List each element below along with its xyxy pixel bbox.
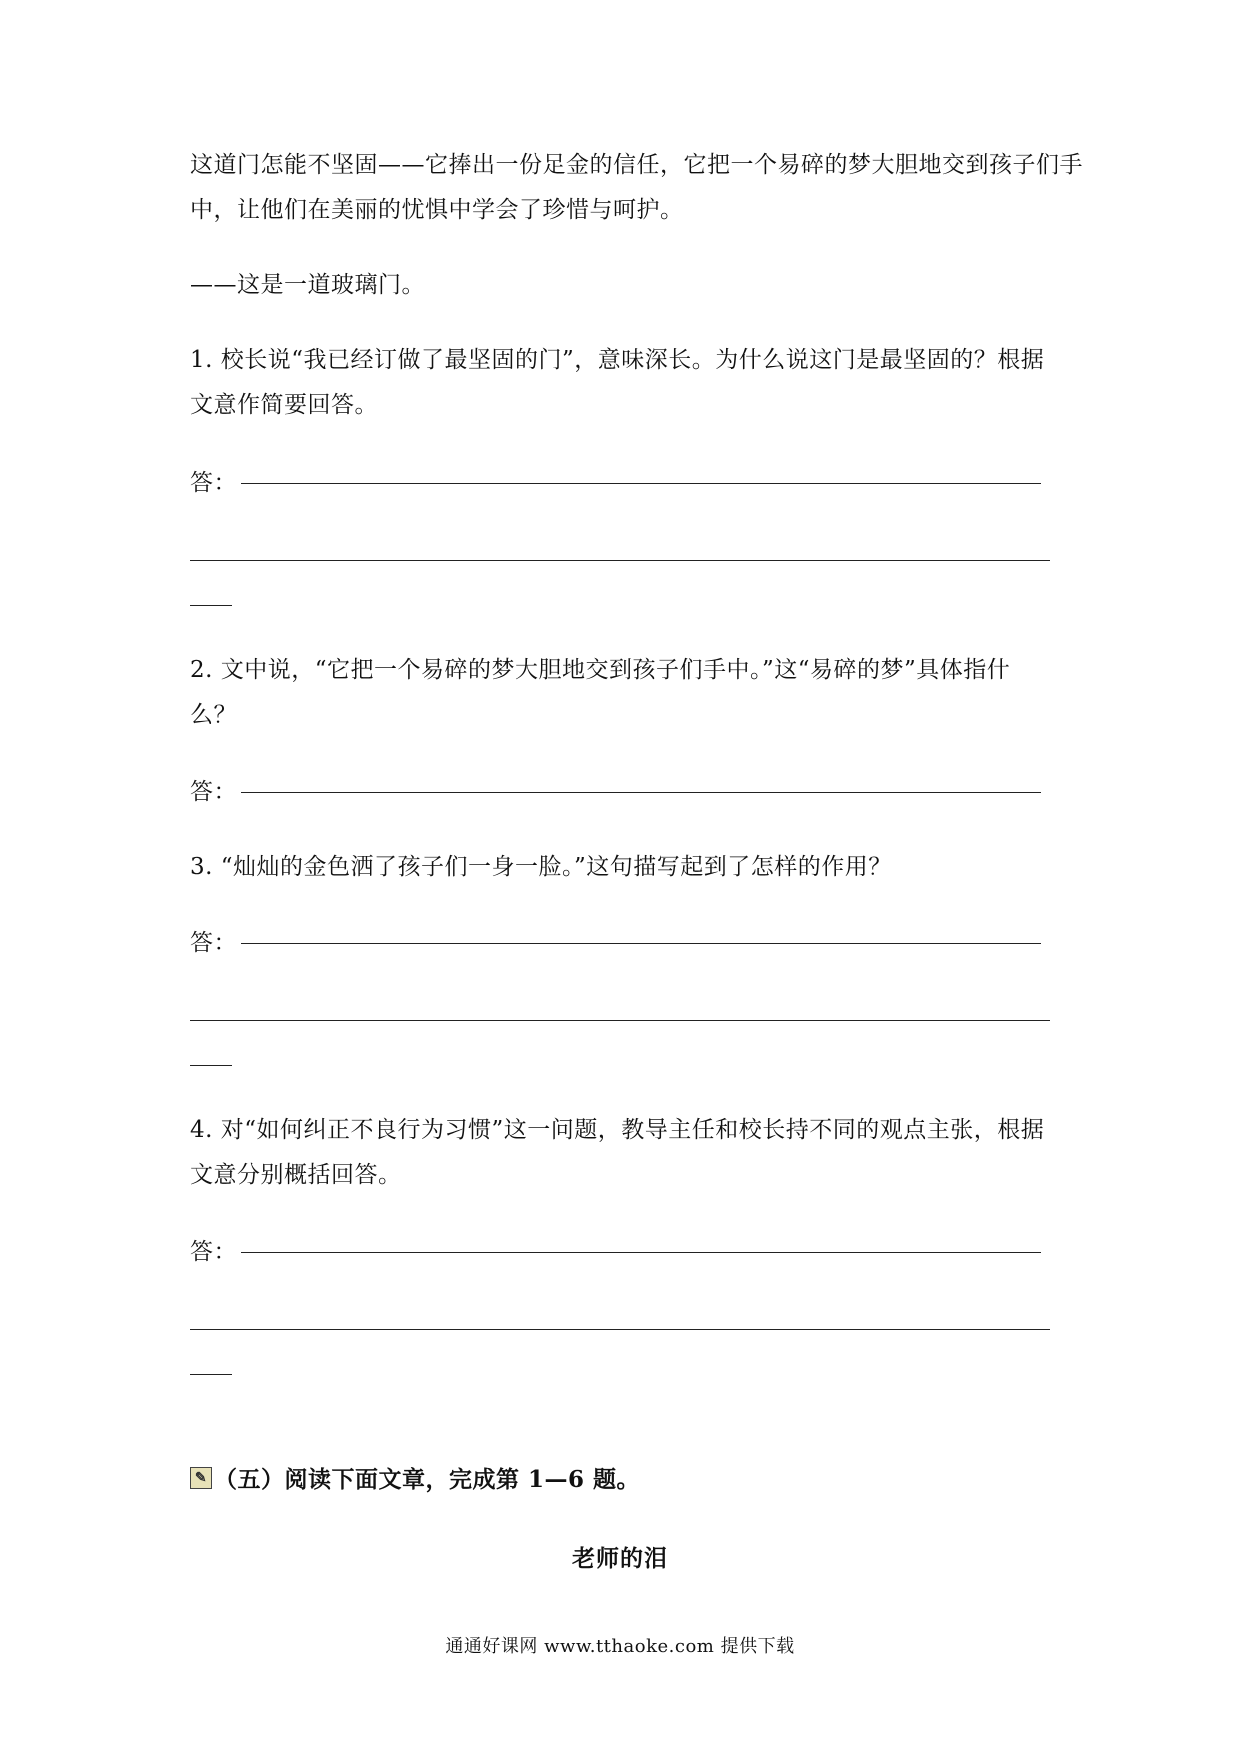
question-4-answer[interactable] xyxy=(190,1237,1060,1267)
article-title: 老师的泪 xyxy=(572,1545,668,1572)
question-1-answer[interactable] xyxy=(190,468,1060,498)
answer-line xyxy=(241,943,1041,944)
answer-line xyxy=(190,1374,232,1375)
answer-line xyxy=(190,605,232,606)
question-4-line-1: 4. 对“如何纠正不良行为习惯”这一问题，教导主任和校长持不同的观点主张，根据 xyxy=(190,1117,1045,1143)
question-3-answer[interactable] xyxy=(190,928,1060,958)
answer-line xyxy=(190,1329,1050,1330)
question-3-answer-continued[interactable] xyxy=(190,1005,1060,1035)
question-4-answer-tail[interactable] xyxy=(190,1359,1060,1389)
answer-line xyxy=(190,1020,1050,1021)
question-4-answer-continued[interactable] xyxy=(190,1314,1060,1344)
passage-line-2: 中，让他们在美丽的忧惧中学会了珍惜与呵护。 xyxy=(190,197,684,223)
page-footer: 通通好课网 www.tthaoke.com 提供下载 xyxy=(445,1636,795,1657)
section-heading-text: （五）阅读下面文章，完成第 1—6 题。 xyxy=(214,1466,641,1493)
question-4-line-2: 文意分别概括回答。 xyxy=(190,1162,402,1188)
question-1-answer-tail[interactable] xyxy=(190,590,1060,620)
question-2-line-2: 么？ xyxy=(190,702,237,728)
answer-line xyxy=(241,1252,1041,1253)
question-2-line-1: 2. 文中说，“它把一个易碎的梦大胆地交到孩子们手中。”这“易碎的梦”具体指什 xyxy=(190,657,1011,683)
answer-line xyxy=(190,1065,232,1066)
answer-label: 答： xyxy=(190,930,237,956)
answer-label: 答： xyxy=(190,1239,237,1265)
answer-line xyxy=(190,560,1050,561)
passage-line-3: ——这是一道玻璃门。 xyxy=(190,272,425,298)
question-3-line-1: 3. “灿灿的金色洒了孩子们一身一脸。”这句描写起到了怎样的作用？ xyxy=(190,854,892,880)
answer-label: 答： xyxy=(190,470,237,496)
question-2-answer[interactable] xyxy=(190,777,1060,807)
question-1-answer-continued[interactable] xyxy=(190,545,1060,575)
section-heading xyxy=(190,1465,1060,1495)
answer-label: 答： xyxy=(190,779,237,805)
answer-line xyxy=(241,792,1041,793)
question-3-answer-tail[interactable] xyxy=(190,1050,1060,1080)
answer-line xyxy=(241,483,1041,484)
question-1-line-2: 文意作简要回答。 xyxy=(190,392,378,418)
question-1-line-1: 1. 校长说“我已经订做了最坚固的门”，意味深长。为什么说这门是最坚固的？根据 xyxy=(190,347,1045,373)
passage-line-1: 这道门怎能不坚固——它捧出一份足金的信任，它把一个易碎的梦大胆地交到孩子们手 xyxy=(190,152,1083,178)
section-marker-icon: ✎ xyxy=(190,1467,212,1489)
